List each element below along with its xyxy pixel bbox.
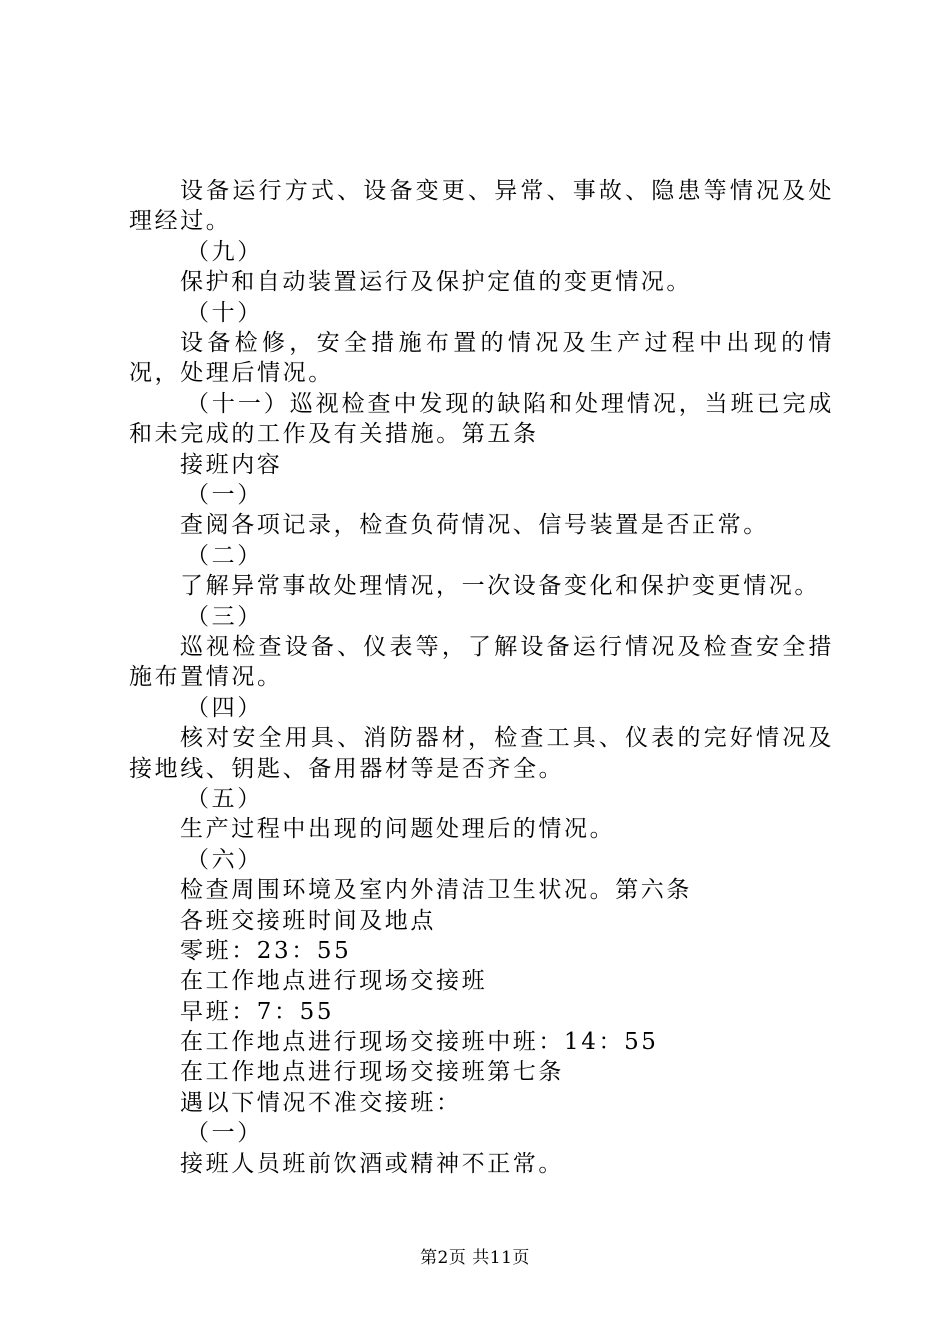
- paragraph: 在工作地点进行现场交接班中班：14：55: [180, 1029, 659, 1056]
- section-number: （一）: [186, 482, 263, 508]
- document-body: [129, 176, 834, 1179]
- page-indicator: 第2页 共11页: [420, 1248, 530, 1268]
- section-number: （九）: [186, 238, 263, 265]
- section-number: （十）: [186, 299, 263, 326]
- article-heading: 各班交接班时间及地点: [180, 907, 436, 934]
- paragraph: 查阅各项记录，检查负荷情况、信号装置是否正常。: [180, 512, 769, 539]
- paragraph: 早班：7：55: [180, 998, 335, 1025]
- paragraph: 零班：23：55: [180, 937, 352, 964]
- section-number: （三）: [186, 603, 263, 630]
- section-number: （六）: [186, 846, 263, 873]
- paragraph: （十一）巡视检查中发现的缺陷和处理情况，当班已完成和未完成的工作及有关措施。第五条: [129, 390, 834, 448]
- section-number: （一）: [186, 1120, 263, 1147]
- paragraph: 接班人员班前饮酒或精神不正常。: [180, 1150, 564, 1177]
- section-number: （五）: [186, 785, 263, 812]
- paragraph: 保护和自动装置运行及保护定值的变更情况。: [180, 269, 692, 296]
- article-heading: 接班内容: [180, 451, 283, 478]
- paragraph: 在工作地点进行现场交接班第七条: [180, 1059, 564, 1086]
- paragraph: 了解异常事故处理情况，一次设备变化和保护变更情况。: [180, 573, 820, 600]
- paragraph: 设备运行方式、设备变更、异常、事故、隐患等情况及处理经过。: [129, 178, 834, 235]
- paragraph: 巡视检查设备、仪表等，了解设备运行情况及检查安全措施布置情况。: [129, 633, 834, 691]
- paragraph: 在工作地点进行现场交接班: [180, 968, 488, 995]
- section-number: （二）: [186, 542, 263, 569]
- page-footer: [0, 1243, 950, 1268]
- paragraph: 检查周围环境及室内外清洁卫生状况。第六条: [180, 877, 692, 904]
- article-heading: 遇以下情况不准交接班：: [180, 1089, 462, 1116]
- paragraph: 设备检修，安全措施布置的情况及生产过程中出现的情况，处理后情况。: [129, 329, 834, 387]
- paragraph: 核对安全用具、消防器材，检查工具、仪表的完好情况及接地线、钥匙、备用器材等是否齐全。: [129, 725, 834, 782]
- section-number: （四）: [186, 694, 263, 721]
- paragraph: 生产过程中出现的问题处理后的情况。: [180, 816, 616, 843]
